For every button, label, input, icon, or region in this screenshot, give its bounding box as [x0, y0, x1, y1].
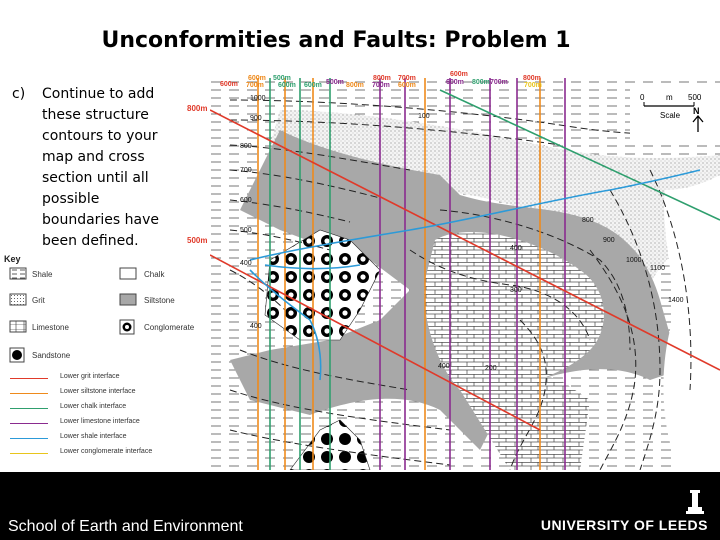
instruction-text: [12, 84, 202, 252]
key-limestone-label: Limestone: [32, 323, 69, 332]
key-line-label: Lower shale interface: [60, 433, 127, 440]
top-edge-label: 500m: [273, 75, 291, 82]
contour-value-label: 700: [240, 167, 252, 174]
chalk-unit: [663, 175, 720, 470]
key-shale-label: Shale: [32, 270, 53, 279]
contour-value-label: 1100: [650, 265, 666, 272]
key-line-shale: [10, 438, 48, 439]
key-line-label: Lower limestone interface: [60, 418, 140, 425]
key-conglomerate-label: Conglomerate: [144, 323, 195, 332]
shale-swatch: [10, 268, 26, 279]
contour-label-left: 800m: [187, 104, 208, 113]
university-name: UNIVERSITY OF LEEDS: [540, 517, 708, 533]
siltstone-swatch: [120, 294, 136, 305]
key-siltstone-label: Siltstone: [144, 296, 175, 305]
contour-value-label: 1000: [250, 95, 266, 102]
key-line-grit: [10, 378, 48, 379]
instruction-line: boundaries have: [42, 212, 160, 228]
contour-value-label: 300: [510, 287, 522, 294]
scale-title: Scale: [660, 111, 681, 120]
top-edge-label: 700m: [246, 82, 264, 89]
top-edge-label: 800m: [472, 79, 490, 86]
contour-value-label: 400: [240, 260, 252, 267]
chalk-swatch: [120, 268, 136, 279]
scale-unit-label: m: [666, 93, 673, 102]
map-key: [4, 264, 210, 464]
contour-value-label: 1400: [668, 297, 684, 304]
contour-value-label: 900: [250, 115, 262, 122]
top-edge-label: 800m: [373, 75, 391, 82]
instruction-line: possible: [42, 191, 100, 207]
top-edge-label: 600m: [398, 82, 416, 89]
top-edge-label: 600m: [450, 71, 468, 78]
contour-value-label: 100: [418, 113, 430, 120]
contour-value-label: 800: [240, 143, 252, 150]
key-line-label: Lower grit interface: [60, 373, 120, 380]
geological-map: [210, 70, 720, 470]
contour-value-label: 200: [485, 365, 497, 372]
contour-value-label: 900: [603, 237, 615, 244]
slide-title: Unconformities and Faults: Problem 1: [101, 28, 571, 53]
instruction-line: contours to your: [42, 128, 158, 144]
university-crest-icon: [683, 488, 707, 516]
key-line-limestone: [10, 423, 48, 424]
instruction-line: these structure: [42, 107, 149, 123]
top-edge-label: 800m: [523, 75, 541, 82]
key-line-conglomerate: [10, 453, 48, 454]
key-line-label: Lower chalk interface: [60, 403, 127, 410]
top-edge-label: 600m: [248, 75, 266, 82]
instruction-line: section until all: [42, 170, 149, 186]
top-edge-label: 700m: [490, 79, 508, 86]
conglomerate-swatch: [120, 320, 134, 334]
scale-zero-label: 0: [640, 93, 645, 102]
contour-value-label: 1000: [626, 257, 642, 264]
key-sandstone-label: Sandstone: [32, 351, 71, 360]
key-grit-label: Grit: [32, 296, 45, 305]
key-chalk-label: Chalk: [144, 270, 165, 279]
key-line-siltstone: [10, 393, 48, 394]
contour-value-label: 400: [510, 245, 522, 252]
top-edge-label: 700m: [398, 75, 416, 82]
top-edge-label: 600m: [220, 81, 238, 88]
sandstone-swatch: [10, 348, 24, 362]
top-edge-label: 500m: [326, 79, 344, 86]
top-edge-label: 600m: [278, 82, 296, 89]
top-edge-label: 800m: [346, 82, 364, 89]
top-edge-label: 700m: [524, 82, 542, 89]
instruction-line: Continue to add: [42, 86, 155, 102]
contour-value-label: 500: [240, 227, 252, 234]
contour-value-label: 600: [240, 197, 252, 204]
grit-swatch: [10, 294, 26, 305]
instruction-label: c): [12, 86, 26, 102]
key-line-label: Lower conglomerate interface: [60, 448, 153, 455]
contour-value-label: 400: [250, 323, 262, 330]
instruction-line: been defined.: [42, 233, 139, 249]
limestone-swatch: [10, 321, 26, 332]
north-label: N: [693, 106, 700, 116]
top-edge-label: 700m: [372, 82, 390, 89]
top-edge-label: 600m: [446, 79, 464, 86]
instruction-line: map and cross: [42, 149, 145, 165]
top-edge-label: 600m: [304, 82, 322, 89]
school-name: School of Earth and Environment: [8, 518, 243, 535]
contour-value-label: 400: [438, 363, 450, 370]
key-line-chalk: [10, 408, 48, 409]
contour-value-label: 800: [582, 217, 594, 224]
contour-label-left: 500m: [187, 236, 208, 245]
key-title: Key: [4, 254, 21, 264]
key-line-label: Lower siltstone interface: [60, 388, 136, 395]
scale-value-label: 500: [688, 93, 702, 102]
